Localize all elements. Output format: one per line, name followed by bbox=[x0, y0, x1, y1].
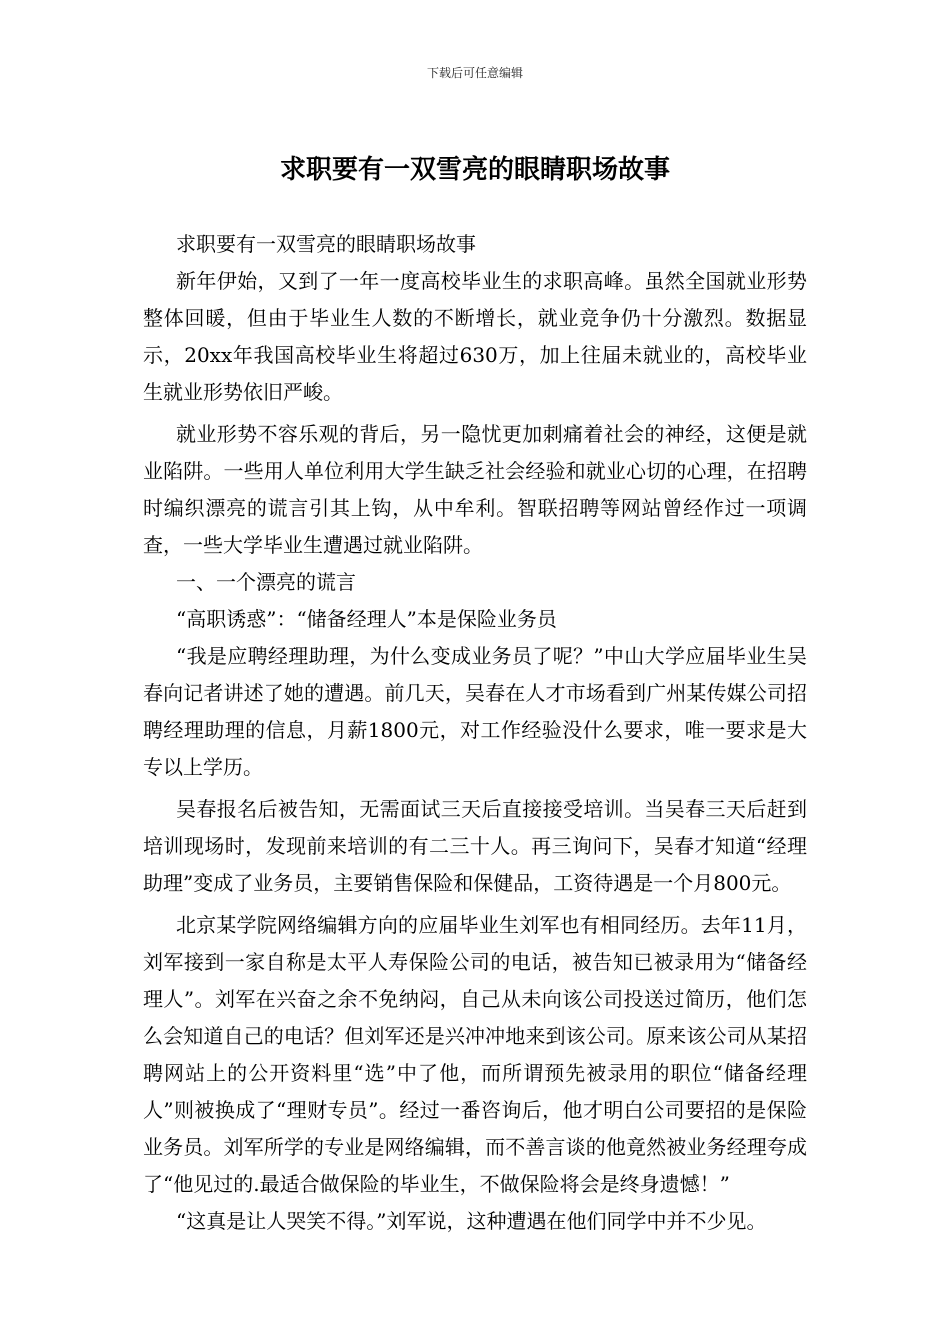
document-title: 求职要有一双雪亮的眼睛职场故事 bbox=[279, 155, 670, 185]
section-heading: 一、一个漂亮的谎言 bbox=[176, 570, 356, 594]
header-note: 下载后可任意编辑 bbox=[426, 66, 523, 80]
paragraph: 北京某学院网络编辑方向的应届毕业生刘军也有相同经历。去年11月，刘军接到一家自称是太平人寿保险公司的电话，被告知已被录用为“储备经理人”。刘军在兴奋之余不免纳闷，自己从未向该公司投送过简历，他们怎么会知道自己的电话？但刘军还是兴冲冲地来到该公司。原来该公司从某招聘网站上的公开资料里“选”中了他，而所谓预先被录用的职位“储备经理人”则被换成了“理财专员”。经过一番咨询后，他才明白公司要招的是保险业务员。刘军所学的专业是网络编辑，而不善言谈的他竟然被业务经理夸成了“他见过的.最适合做保险的毕业生，不做保险将会是终身遗憾！” bbox=[143, 913, 807, 1196]
paragraph: “我是应聘经理助理，为什么变成业务员了呢？”中山大学应届毕业生吴春向记者讲述了她的遭遇。前几天，吴春在人才市场看到广州某传媒公司招聘经理助理的信息，月薪1800元，对工作经验没什么要求，唯一要求是大专以上学历。 bbox=[143, 644, 807, 779]
paragraph: “这真是让人哭笑不得。”刘军说，这种遭遇在他们同学中并不少见。 bbox=[176, 1209, 767, 1233]
paragraph: 新年伊始，又到了一年一度高校毕业生的求职高峰。虽然全国就业形势整体回暖，但由于毕业生人数的不断增长，就业竞争仍十分激烈。数据显示，20xx年我国高校毕业生将超过630万，加上往届未就业的，高校毕业生就业形势依旧严峻。 bbox=[143, 269, 807, 404]
paragraph: 就业形势不容乐观的背后，另一隐忧更加刺痛着社会的神经，这便是就业陷阱。一些用人单位利用大学生缺乏社会经验和就业心切的心理，在招聘时编织漂亮的谎言引其上钩，从中牟利。智联招聘等网站曾经作过一项调查，一些大学毕业生遭遇过就业陷阱。 bbox=[143, 422, 807, 557]
paragraph: 求职要有一双雪亮的眼睛职场故事 bbox=[176, 232, 476, 256]
subheading: “高职诱惑”：“储备经理人”本是保险业务员 bbox=[176, 607, 557, 631]
paragraph: 吴春报名后被告知，无需面试三天后直接接受培训。当吴春三天后赶到培训现场时，发现前来培训的有二三十人。再三询问下，吴春才知道“经理助理”变成了业务员，主要销售保险和保健品，工资待遇是一个月800元。 bbox=[143, 797, 807, 895]
document-body bbox=[143, 226, 807, 1240]
